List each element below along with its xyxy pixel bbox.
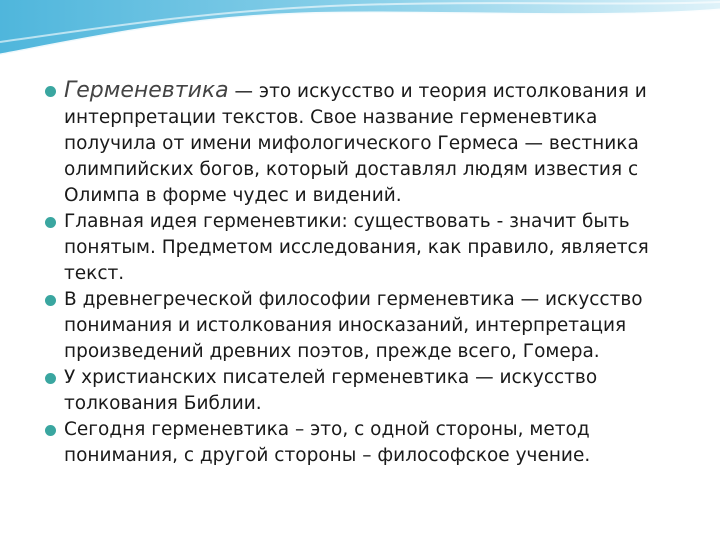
bullet-dot-icon xyxy=(45,373,56,384)
bullet-item-3 xyxy=(44,287,684,365)
bullet-dot-icon xyxy=(45,217,56,228)
bullet-text: — это искусство и теория истолкования и интерпретации текстов. Свое название герменевтика получила от имени мифологического Гермеса — вестника олимпийских богов, который доставлял людям известия с Олимпа в форме чудес и видений. xyxy=(64,81,647,206)
bullet-item-4 xyxy=(44,365,684,417)
bullet-list xyxy=(44,78,684,469)
bullet-dot-icon xyxy=(45,425,56,436)
bullet-item-5 xyxy=(44,417,684,469)
bullet-dot-icon xyxy=(45,295,56,306)
bullet-text: У христианских писателей герменевтика — искусство толкования Библии. xyxy=(64,367,598,414)
bullet-item-1 xyxy=(44,78,684,209)
bullet-dot-icon xyxy=(45,86,56,97)
bullet-text: Сегодня герменевтика – это, с одной стороны, метод понимания, с другой стороны – философское учение. xyxy=(64,419,591,466)
bullet-text: В древнегреческой философии герменевтика — искусство понимания и истолкования иносказаний, интерпретация произведений древних поэтов, прежде всего, Гомера. xyxy=(64,289,643,362)
bullet-text: Главная идея герменевтики: существовать - значит быть понятым. Предметом исследования, как правило, является текст. xyxy=(64,211,649,284)
bullet-item-2 xyxy=(44,209,684,287)
decorative-wave-header xyxy=(0,0,720,60)
term-highlight: Герменевтика xyxy=(64,78,229,103)
